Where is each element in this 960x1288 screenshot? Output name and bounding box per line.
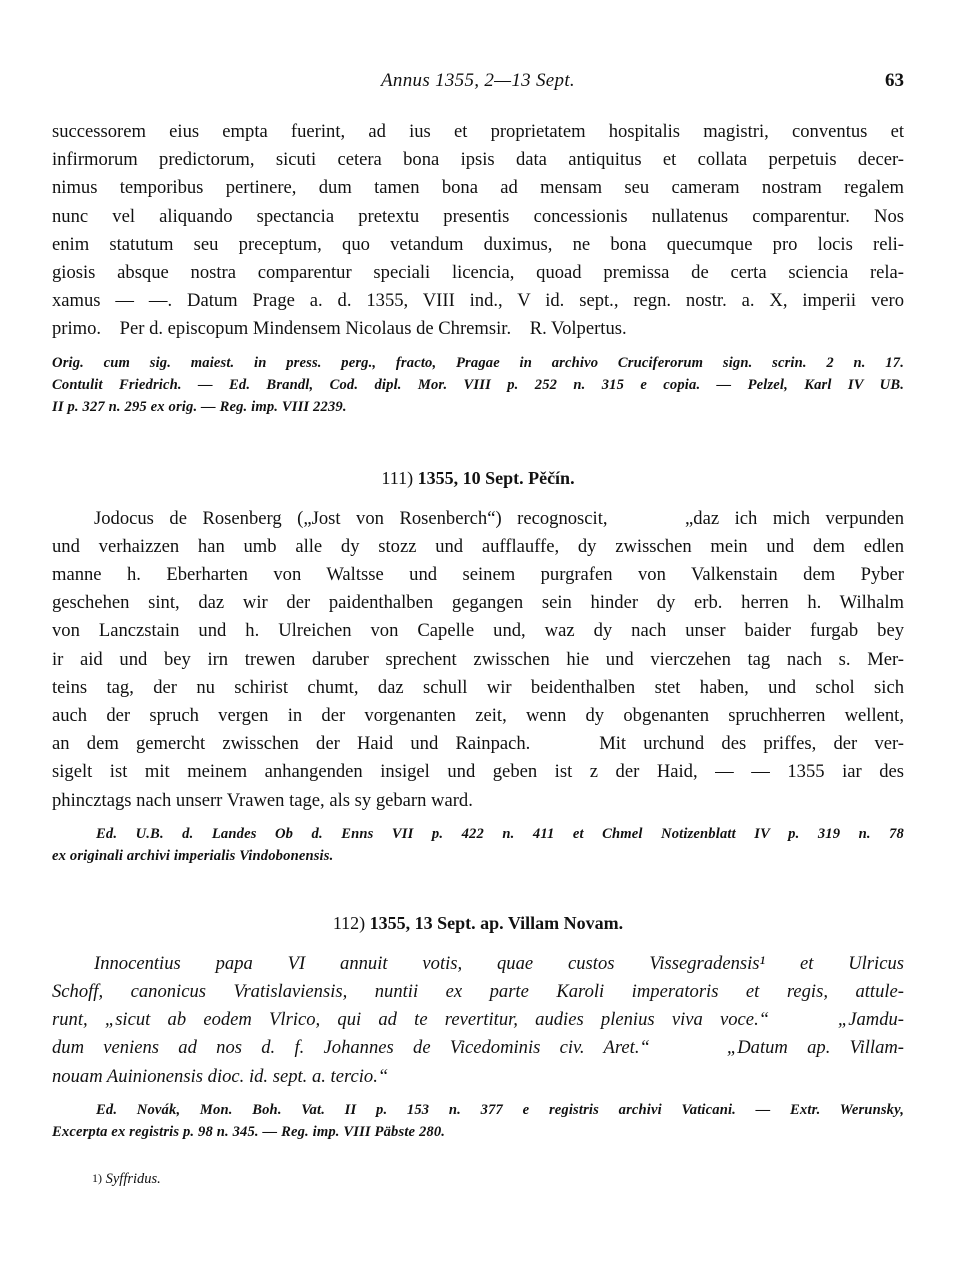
footnote-mark: 1) [92, 1170, 102, 1185]
doc-112-heading [52, 913, 904, 934]
footnote [52, 1171, 904, 1188]
doc-111-text [52, 505, 904, 815]
doc-111-heading [52, 468, 904, 489]
doc-date-place: 1355, 10 Sept. Pěčín. [417, 467, 575, 488]
text-line: nimus temporibus pertinere, dum tamen bona ad mensam seu cameram nostram regalem [52, 177, 904, 199]
doc-number: 111) [381, 467, 414, 488]
page-number: 63 [885, 70, 904, 91]
text-line: enim statutum seu preceptum, quo vetandum duximus, ne bona quecumque pro locis reli- [52, 233, 904, 255]
doc-date-place: 1355, 13 Sept. ap. Villam Novam. [369, 912, 624, 933]
text-line: Schoff, canonicus Vratislaviensis, nuntii ex parte Karoli imperatoris et regis, attule- [52, 981, 904, 1003]
text-line: und verhaizzen han umb alle dy stozz und aufflauffe, dy zwisschen mein und dem edlen [52, 535, 904, 557]
doc-number: 112) [332, 912, 366, 933]
footnote-text: Syffridus. [105, 1170, 161, 1187]
text-line: successorem eius empta fuerint, ad ius et proprietatem hospitalis magistri, conventus et [52, 121, 904, 142]
text-line: teins tag, der nu schirist chumt, daz schull wir beidenthalben stet haben, und schol sich [52, 676, 904, 698]
doc-111-source-note [52, 823, 904, 867]
doc-110-text [52, 118, 904, 344]
doc-110-source-note [52, 352, 904, 418]
doc-112-source-note [52, 1099, 904, 1143]
text-line: Jodocus de Rosenberg („Jost von Rosenberch“) recognoscit, „daz ich mich verpunden [94, 507, 904, 529]
note-line: Ed. Novák, Mon. Boh. Vat. II p. 153 n. 377 e registris archivi Vaticani. — Extr. Werunsky, [96, 1101, 904, 1118]
document-page [52, 0, 904, 1188]
text-line: Innocentius papa VI annuit votis, quae custos Vissegradensis¹ et Ulricus [94, 952, 904, 974]
text-line: giosis absque nostra comparentur speciali licencia, quoad premissa de certa sciencia rela- [52, 262, 904, 284]
note-line: II p. 327 n. 295 ex orig. — Reg. imp. VIII 2239. [52, 398, 347, 415]
text-line: dum veniens ad nos d. f. Johannes de Vicedominis civ. Aret.“ „Datum ap. Villam- [52, 1037, 904, 1059]
note-line: Excerpta ex registris p. 98 n. 345. — Reg. imp. VIII Päbste 280. [52, 1123, 446, 1140]
running-head-title: Annus 1355, 2—13 Sept. [381, 70, 575, 91]
text-line: an dem gemercht zwisschen der Haid und Rainpach. Mit urchund des priffes, der ver- [52, 733, 904, 755]
text-line: manne h. Eberharten von Waltsse und seinem purgrafen von Valkenstain dem Pyber [52, 564, 904, 586]
text-line: sigelt ist mit meinem anhangenden insigel und geben ist z der Haid, — — 1355 iar des [52, 761, 904, 783]
text-line: von Lanczstain und h. Ulreichen von Capelle und, waz dy nach unser baider furgab bey [52, 620, 904, 642]
text-line: runt, „sicut ab eodem Vlrico, qui ad te revertitur, audies plenius viva voce.“ „Jamdu- [52, 1009, 904, 1031]
doc-112-regest [52, 950, 904, 1091]
note-line: Orig. cum sig. maiest. in press. perg., fracto, Pragae in archivo Cruciferorum sign. scrin. 2 n. 17. [52, 354, 904, 371]
note-line: ex originali archivi imperialis Vindobonensis. [52, 847, 334, 864]
text-line: xamus — —. Datum Prage a. d. 1355, VIII ind., V id. sept., regn. nostr. a. X, imperii vero [52, 290, 904, 312]
text-line: nunc vel aliquando spectancia pretextu presentis concessionis nullatenus comparentur. Nos [52, 205, 904, 227]
text-line: nouam Auinionensis dioc. id. sept. a. tercio.“ [52, 1065, 389, 1087]
note-line: Contulit Friedrich. — Ed. Brandl, Cod. dipl. Mor. VIII p. 252 n. 315 e copia. — Pelzel, Karl IV UB. [52, 376, 904, 393]
text-line: auch der spruch vergen in der vorgenanten zeit, wenn dy obgenanten spruchherren wellent, [52, 705, 904, 727]
doc-112 [52, 913, 904, 1143]
running-head [52, 70, 904, 100]
doc-111 [52, 468, 904, 867]
note-line: Ed. U.B. d. Landes Ob d. Enns VII p. 422 n. 411 et Chmel Notizenblatt IV p. 319 n. 78 [96, 825, 904, 842]
doc-110-continuation [52, 118, 904, 418]
text-line: ir aid und bey irn trewen daruber sprechent zwisschen hie und vierczehen tag nach s. Mer- [52, 648, 904, 670]
text-line: geschehen sint, daz wir der paidenthalben gegangen sein hinder dy erb. herren h. Wilhalm [52, 592, 904, 614]
text-line: phincztags nach unserr Vrawen tage, als sy gebarn ward. [52, 789, 473, 811]
text-line: primo. Per d. episcopum Mindensem Nicolaus de Chremsir. R. Volpertus. [52, 318, 627, 340]
text-line: infirmorum predictorum, sicuti cetera bona ipsis data antiquitus et collata perpetuis decer- [52, 149, 904, 171]
